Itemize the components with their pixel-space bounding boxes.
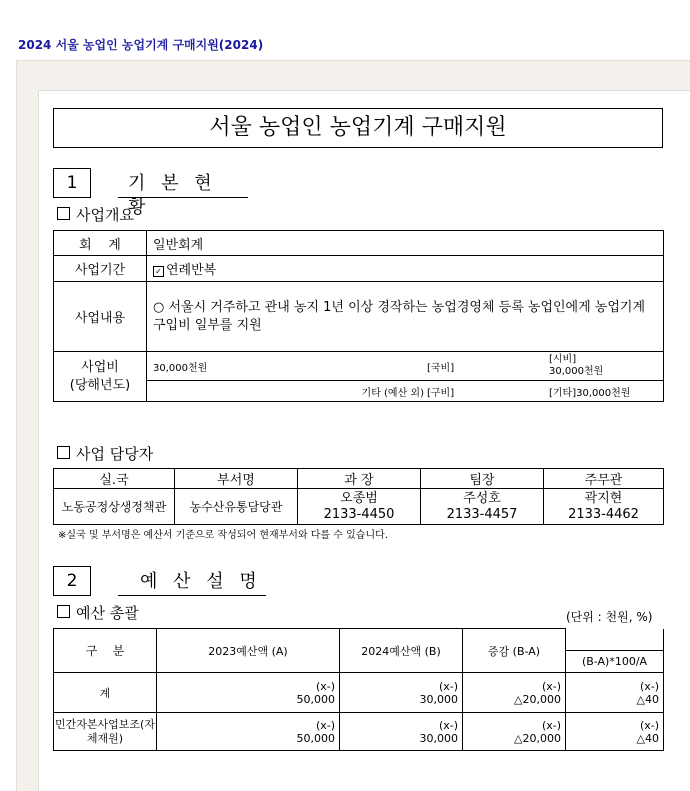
- budget-total: 30,000천원: [147, 352, 428, 381]
- checkbox-square-icon: [57, 605, 70, 618]
- account-value: 일반회계: [147, 231, 664, 256]
- row-subsidy-2024-top: (x-): [438, 718, 458, 732]
- row-subsidy-2023-top: (x-): [315, 718, 335, 732]
- gukbi-label: [국비]: [427, 352, 547, 381]
- contacts-note: ※실국 및 부서명은 예산서 기준으로 작성되어 현재부서와 다를 수 있습니다.: [58, 530, 388, 541]
- row-subsidy-2024-value: 30,000: [419, 731, 458, 745]
- header-director: 과 장: [298, 469, 421, 489]
- row-subsidy-ratio-value: △40: [636, 731, 659, 745]
- header-2024: 2024예산액 (B): [340, 629, 463, 673]
- row-subsidy-ratio-top: (x-): [639, 718, 659, 732]
- row-total-label: 계: [54, 673, 157, 713]
- header-department: 부서명: [175, 469, 298, 489]
- contacts-heading: [57, 443, 153, 464]
- period-value: 연례반복: [166, 263, 217, 278]
- period-label: 사업기간: [54, 256, 147, 282]
- row-subsidy-2024: [340, 713, 463, 751]
- header-ratio: (B-A)*100/A: [566, 651, 664, 673]
- header-2023: 2023예산액 (A): [157, 629, 340, 673]
- section-number: 1: [53, 168, 91, 198]
- sibi-value: 30,000천원: [549, 366, 604, 377]
- header-category: 구 분: [54, 629, 157, 673]
- header-officer: 주무관: [544, 469, 664, 489]
- contacts-table: [53, 468, 664, 525]
- row-subsidy-diff-top: (x-): [541, 718, 561, 732]
- section-title: 예 산 설 명: [118, 570, 266, 596]
- row-subsidy-diff-value: △20,000: [514, 731, 561, 745]
- row-subsidy-label: 민간자본사업보조(자체재원): [54, 713, 157, 751]
- officer-cell: [544, 489, 664, 525]
- budget-heading: [57, 602, 139, 623]
- team-leader-cell: [421, 489, 544, 525]
- row-subsidy-2023-value: 50,000: [296, 731, 335, 745]
- gubi-label: [구비]: [427, 381, 547, 402]
- overview-table: [53, 230, 664, 402]
- budget-label: 사업비 (당해년도): [54, 352, 147, 402]
- row-subsidy-2023: [157, 713, 340, 751]
- row-total-2023-value: 50,000: [296, 692, 335, 706]
- office-value: 노동공정상생정책관: [54, 489, 175, 525]
- director-name: 오종범: [340, 490, 378, 506]
- header-ratio-spacer: [566, 629, 664, 651]
- budget-heading-text: 예산 총괄: [76, 604, 139, 622]
- team-leader-tel: 2133-4457: [446, 506, 518, 522]
- overview-heading: [57, 204, 134, 225]
- row-total-2023-top: (x-): [315, 679, 335, 693]
- sibi-label: [시비]: [549, 354, 577, 365]
- row-total-ratio-value: △40: [636, 692, 659, 706]
- etc-value: [기타]30,000천원: [547, 381, 664, 402]
- unit-label: (단위 : 천원, %): [566, 610, 653, 624]
- row-total-2024-top: (x-): [438, 679, 458, 693]
- row-subsidy-ratio: [566, 713, 664, 751]
- document-title: 서울 농업인 농업기계 구매지원: [53, 108, 663, 148]
- overview-heading-text: 사업개요: [76, 206, 134, 224]
- header-team-leader: 팀장: [421, 469, 544, 489]
- row-total-2023: [157, 673, 340, 713]
- department-value: 농수산유통담당관: [175, 489, 298, 525]
- section-title: 기 본 현 황: [118, 172, 248, 198]
- row-total-diff-value: △20,000: [514, 692, 561, 706]
- row-subsidy-diff: [463, 713, 566, 751]
- account-label: 회 계: [54, 231, 147, 256]
- page-title: 2024 서울 농업인 농업기계 구매지원(2024): [18, 38, 264, 52]
- content-label: 사업내용: [54, 282, 147, 352]
- checked-box-icon: ✓: [153, 266, 164, 277]
- checkbox-square-icon: [57, 446, 70, 459]
- row-total-2024: [340, 673, 463, 713]
- director-cell: [298, 489, 421, 525]
- header-office: 실.국: [54, 469, 175, 489]
- director-tel: 2133-4450: [323, 506, 395, 522]
- team-leader-name: 주성호: [463, 490, 501, 506]
- header-diff: 증감 (B-A): [463, 629, 566, 673]
- row-total-ratio: [566, 673, 664, 713]
- row-total-diff-top: (x-): [541, 679, 561, 693]
- etc-label: 기타 (예산 외): [147, 381, 428, 402]
- sibi-cell: [547, 352, 664, 381]
- row-total-2024-value: 30,000: [419, 692, 458, 706]
- content-value: ○ 서울시 거주하고 관내 농지 1년 이상 경작하는 농업경영체 등록 농업인에게 농업기계 구입비 일부를 지원: [147, 282, 664, 352]
- period-cell: [147, 256, 664, 282]
- section-number: 2: [53, 566, 91, 596]
- row-total-ratio-top: (x-): [639, 679, 659, 693]
- budget-table: [53, 628, 664, 751]
- row-total-diff: [463, 673, 566, 713]
- checkbox-square-icon: [57, 207, 70, 220]
- contacts-heading-text: 사업 담당자: [76, 445, 154, 463]
- officer-tel: 2133-4462: [568, 506, 639, 522]
- officer-name: 곽지현: [584, 490, 623, 506]
